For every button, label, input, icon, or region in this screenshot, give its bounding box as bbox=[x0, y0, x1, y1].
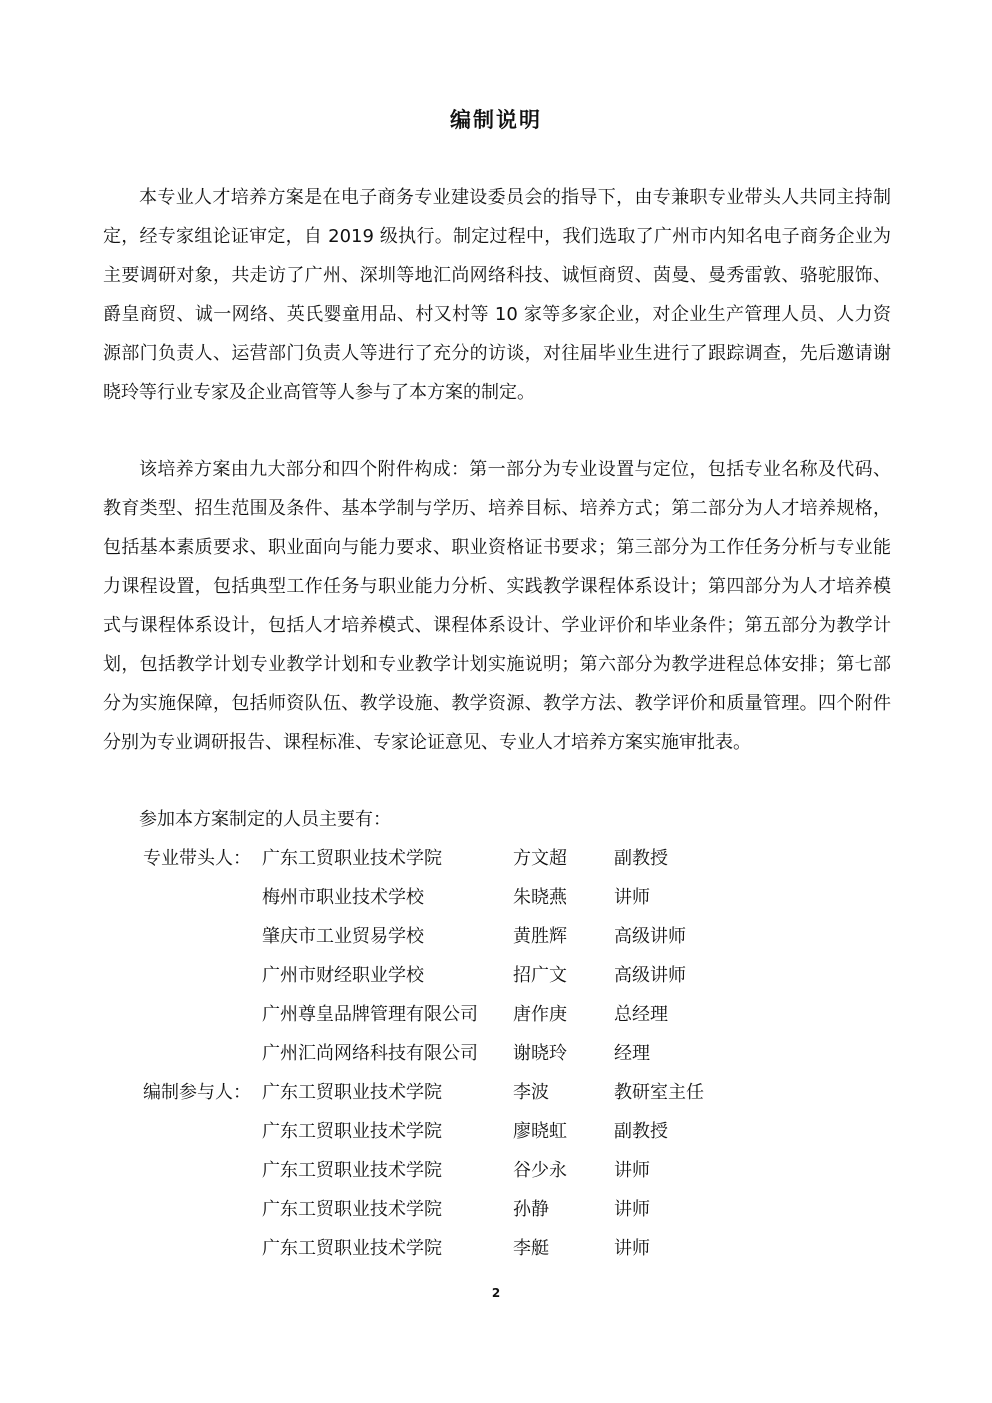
staff-row bbox=[0, 1034, 992, 1073]
staff-name: 黄胜辉 bbox=[513, 926, 567, 947]
staff-row bbox=[0, 1151, 992, 1190]
staff-name: 朱晓燕 bbox=[513, 887, 567, 908]
staff-name: 谢晓玲 bbox=[513, 1043, 567, 1064]
paragraph-participants-lead: 参加本方案制定的人员主要有： bbox=[139, 809, 391, 830]
staff-org: 广东工贸职业技术学院 bbox=[262, 1199, 442, 1220]
paragraph-intro: 本专业人才培养方案是在电子商务专业建设委员会的指导下，由专兼职专业带头人共同主持制定，经专家组论证审定，自 2019 级执行。制定过程中，我们选取了广州市内知名电子商务企业为主要调研对象，共走访了广州、深圳等地汇尚网络科技、诚恒商贸、茵曼、曼秀雷敦、骆驼服饰、爵皇商贸、诚一网络、英氏婴童用品、村又村等 10 家等多家企业，对企业生产管理人员、人力资源部门负责人、运营部门负责人等进行了充分的访谈，对往届毕业生进行了跟踪调查，先后邀请谢晓玲等行业专家及企业高管等人参与了本方案的制定。 bbox=[103, 187, 891, 403]
staff-title: 教研室主任 bbox=[614, 1082, 704, 1103]
staff-org: 梅州市职业技术学校 bbox=[262, 887, 424, 908]
staff-org: 广州尊皇品牌管理有限公司 bbox=[262, 1004, 478, 1025]
paragraph-structure: 该培养方案由九大部分和四个附件构成：第一部分为专业设置与定位，包括专业名称及代码、教育类型、招生范围及条件、基本学制与学历、培养目标、培养方式；第二部分为人才培养规格，包括基本素质要求、职业面向与能力要求、职业资格证书要求；第三部分为工作任务分析与专业能力课程设置，包括典型工作任务与职业能力分析、实践教学课程体系设计；第四部分为人才培养模式与课程体系设计，包括人才培养模式、课程体系设计、学业评价和毕业条件；第五部分为教学计划，包括教学计划专业教学计划和专业教学计划实施说明；第六部分为教学进程总体安排；第七部分为实施保障，包括师资队伍、教学设施、教学资源、教学方法、教学评价和质量管理。四个附件分别为专业调研报告、课程标准、专家论证意见、专业人才培养方案实施审批表。 bbox=[103, 459, 891, 753]
staff-org: 广东工贸职业技术学院 bbox=[262, 1238, 442, 1259]
staff-role: 编制参与人： bbox=[143, 1082, 251, 1103]
staff-org: 广东工贸职业技术学院 bbox=[262, 848, 442, 869]
page-number: 2 bbox=[491, 1286, 501, 1300]
staff-title: 副教授 bbox=[614, 1121, 668, 1142]
staff-org: 广东工贸职业技术学院 bbox=[262, 1082, 442, 1103]
staff-role: 专业带头人： bbox=[143, 848, 251, 869]
staff-name: 招广文 bbox=[513, 965, 567, 986]
staff-name: 方文超 bbox=[513, 848, 567, 869]
staff-row bbox=[0, 1190, 992, 1229]
staff-row bbox=[0, 878, 992, 917]
staff-row bbox=[0, 995, 992, 1034]
staff-title: 讲师 bbox=[614, 1160, 650, 1181]
staff-name: 唐作庚 bbox=[513, 1004, 567, 1025]
staff-title: 总经理 bbox=[614, 1004, 668, 1025]
staff-title: 副教授 bbox=[614, 848, 668, 869]
staff-name: 谷少永 bbox=[513, 1160, 567, 1181]
staff-org: 广州市财经职业学校 bbox=[262, 965, 424, 986]
staff-row bbox=[0, 839, 992, 878]
staff-row bbox=[0, 1112, 992, 1151]
staff-org: 广东工贸职业技术学院 bbox=[262, 1121, 442, 1142]
staff-org: 广东工贸职业技术学院 bbox=[262, 1160, 442, 1181]
staff-name: 李波 bbox=[513, 1082, 549, 1103]
staff-row bbox=[0, 1229, 992, 1268]
staff-org: 肇庆市工业贸易学校 bbox=[262, 926, 424, 947]
staff-title: 高级讲师 bbox=[614, 965, 686, 986]
staff-name: 廖晓虹 bbox=[513, 1121, 567, 1142]
staff-row bbox=[0, 956, 992, 995]
staff-title: 讲师 bbox=[614, 1199, 650, 1220]
staff-title: 高级讲师 bbox=[614, 926, 686, 947]
staff-title: 经理 bbox=[614, 1043, 650, 1064]
staff-name: 孙静 bbox=[513, 1199, 549, 1220]
staff-title: 讲师 bbox=[614, 887, 650, 908]
staff-org: 广州汇尚网络科技有限公司 bbox=[262, 1043, 478, 1064]
staff-row bbox=[0, 917, 992, 956]
staff-name: 李艇 bbox=[513, 1238, 549, 1259]
staff-row bbox=[0, 1073, 992, 1112]
staff-title: 讲师 bbox=[614, 1238, 650, 1259]
page-title: 编制说明 bbox=[450, 108, 542, 132]
